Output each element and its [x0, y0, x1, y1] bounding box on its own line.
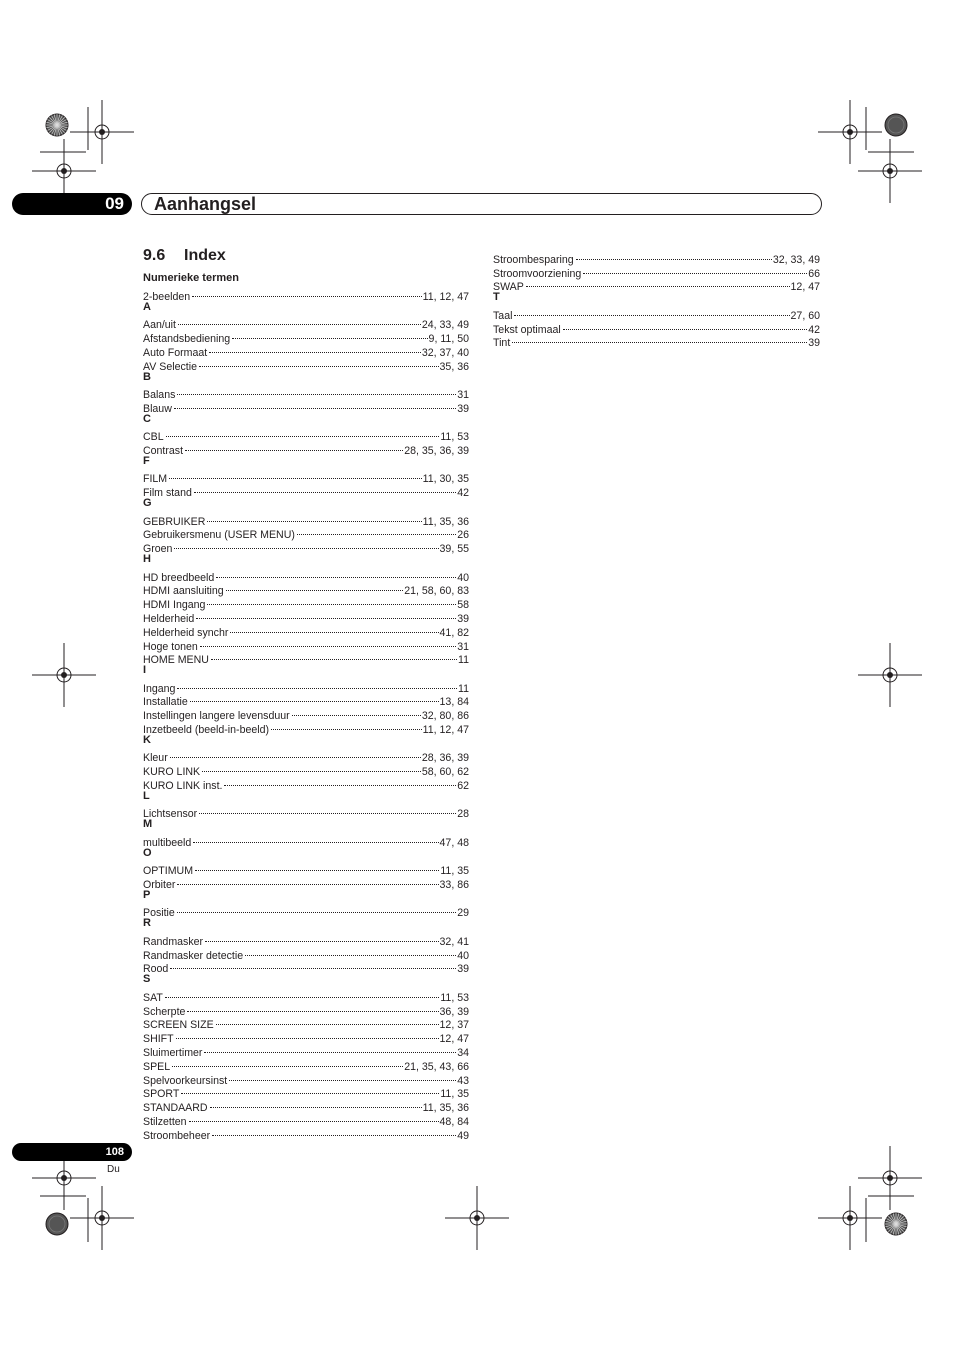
- index-term: HOME MENU: [143, 654, 209, 667]
- index-term: Tint: [493, 337, 511, 350]
- dot-leader: [165, 987, 440, 1001]
- dot-leader: [526, 277, 790, 291]
- dot-leader: [212, 1125, 456, 1139]
- index-entry: [143, 903, 469, 920]
- dot-leader: [230, 622, 438, 636]
- index-entry: [143, 1125, 469, 1142]
- index-page-numbers: 34: [457, 1046, 469, 1059]
- index-entry: [143, 426, 469, 444]
- index-entry: [493, 305, 820, 322]
- index-entry: [143, 692, 469, 709]
- index-term: HDMI aansluiting: [143, 585, 224, 598]
- index-entry: [143, 1111, 469, 1128]
- index-term: HD breedbeeld: [143, 571, 215, 584]
- index-term: Helderheid: [143, 612, 195, 625]
- dot-leader: [207, 511, 421, 525]
- index-page-numbers: 47, 48: [439, 836, 469, 849]
- index-page-numbers: 43: [457, 1074, 469, 1087]
- index-entry: [143, 987, 469, 1004]
- index-entry: [143, 384, 469, 401]
- index-page-numbers: 11, 12, 47: [422, 724, 469, 737]
- index-term: Kleur: [143, 752, 168, 765]
- index-page-numbers: 36, 39: [439, 1005, 469, 1018]
- dot-leader: [297, 525, 456, 539]
- index-entry: [143, 567, 469, 584]
- index-page-numbers: 12, 47: [790, 281, 820, 294]
- index-term: KURO LINK: [143, 766, 201, 779]
- index-column-left: [143, 270, 469, 1142]
- dot-leader: [192, 286, 422, 300]
- section-title: [143, 247, 226, 265]
- dot-leader: [174, 538, 438, 552]
- dot-leader: [176, 1028, 439, 1042]
- index-term: Orbiter: [143, 879, 176, 892]
- dot-leader: [174, 398, 456, 412]
- dot-leader: [205, 931, 438, 945]
- index-entry: [143, 678, 469, 695]
- index-page-numbers: 66: [808, 267, 820, 280]
- index-entry: [143, 1015, 469, 1032]
- dot-leader: [199, 804, 456, 818]
- index-term: SPEL: [143, 1060, 171, 1073]
- index-column-right: [493, 249, 820, 350]
- index-page-numbers: 32, 37, 40: [421, 346, 469, 359]
- index-term: Auto Formaat: [143, 346, 208, 359]
- color-wheel-mark: [46, 114, 68, 136]
- index-entry: [143, 314, 469, 332]
- index-term: Instellingen langere levensduur: [143, 710, 290, 723]
- index-letter-heading: M: [143, 818, 153, 831]
- index-term: Helderheid synchr: [143, 626, 229, 639]
- index-term: Groen: [143, 543, 173, 556]
- index-letter-heading: S: [143, 973, 151, 986]
- index-letter-heading: R: [143, 917, 151, 930]
- index-term: Inzetbeeld (beeld-in-beeld): [143, 724, 270, 737]
- index-term: KURO LINK inst.: [143, 780, 223, 793]
- index-term: Gebruikersmenu (USER MENU): [143, 529, 295, 542]
- dot-leader: [271, 719, 422, 733]
- index-term: Blauw: [143, 402, 172, 415]
- index-letter-heading: K: [143, 734, 151, 747]
- section-number: 9.6: [143, 247, 166, 264]
- dot-leader: [216, 1015, 439, 1029]
- index-letter-heading: B: [143, 370, 151, 383]
- dot-leader: [187, 1001, 438, 1015]
- index-entry: [143, 748, 469, 765]
- index-entry: [143, 1084, 469, 1101]
- section-name: Index: [184, 247, 226, 264]
- index-term: Randmasker: [143, 935, 204, 948]
- index-entry: [493, 277, 820, 294]
- index-term: HDMI Ingang: [143, 599, 206, 612]
- index-term: SAT: [143, 991, 163, 1004]
- index-term: Hoge tonen: [143, 640, 198, 653]
- index-page-numbers: 49: [457, 1129, 469, 1142]
- dot-leader: [245, 945, 456, 959]
- index-page-numbers: 28, 36, 39: [421, 752, 469, 765]
- index-page-numbers: 29: [457, 907, 469, 920]
- index-page-numbers: 11, 35, 36: [422, 515, 469, 528]
- index-entry: [143, 1042, 469, 1059]
- index-page-numbers: 39: [457, 402, 469, 415]
- index-page-numbers: 11, 35: [440, 1088, 469, 1101]
- index-term: 2-beelden: [143, 290, 191, 303]
- registration-mark: [818, 100, 882, 164]
- dot-leader: [177, 678, 457, 692]
- dot-leader: [177, 384, 456, 398]
- dot-leader: [226, 581, 404, 595]
- registration-mark: [70, 100, 134, 164]
- dot-leader: [193, 832, 438, 846]
- index-term: Afstandsbediening: [143, 332, 231, 345]
- dot-leader: [169, 469, 422, 483]
- index-term: Stroomvoorziening: [493, 267, 582, 280]
- index-entry: [143, 860, 469, 878]
- index-page-numbers: 9, 11, 50: [428, 332, 469, 345]
- index-entry: [143, 1028, 469, 1046]
- dot-leader: [229, 1070, 456, 1084]
- index-page-numbers: 42: [457, 487, 469, 500]
- dot-leader: [178, 314, 421, 328]
- index-term: SWAP: [493, 281, 524, 294]
- index-page-numbers: 26: [457, 529, 469, 542]
- dot-leader: [195, 860, 439, 874]
- dot-leader: [216, 567, 456, 581]
- index-term: Film stand: [143, 487, 192, 500]
- index-entry: [493, 319, 820, 336]
- numeric-terms-heading: Numerieke termen: [143, 272, 239, 284]
- index-entry: [143, 482, 469, 500]
- registration-mark: [445, 1186, 509, 1250]
- dot-leader: [292, 705, 421, 719]
- index-entry: [143, 959, 469, 976]
- dot-leader: [190, 692, 439, 706]
- dot-leader: [211, 650, 457, 664]
- index-page-numbers: 32, 41: [439, 935, 469, 948]
- page-number-tab: 108: [12, 1143, 132, 1161]
- index-term: Installatie: [143, 696, 188, 709]
- index-page-numbers: 39, 55: [439, 543, 469, 556]
- language-code: Du: [107, 1164, 120, 1175]
- index-entry: [143, 804, 469, 821]
- index-term: OPTIMUM: [143, 865, 194, 878]
- chapter-number-tab: 09: [12, 193, 132, 215]
- index-entry: [143, 469, 469, 486]
- index-page-numbers: 40: [457, 949, 469, 962]
- index-page-numbers: 13, 84: [439, 696, 469, 709]
- dot-leader: [224, 775, 456, 789]
- index-entry: [143, 705, 469, 723]
- index-page-numbers: 11, 12, 47: [422, 290, 469, 303]
- index-term: AV Selectie: [143, 360, 197, 373]
- index-page-numbers: 21, 58, 60, 83: [404, 585, 469, 598]
- index-letter-heading: L: [143, 790, 150, 803]
- index-term: Randmasker detectie: [143, 949, 244, 962]
- index-page-numbers: 11, 35: [440, 865, 469, 878]
- index-term: Stroombesparing: [493, 253, 574, 266]
- dot-leader: [514, 305, 789, 319]
- index-letter-heading: H: [143, 553, 151, 566]
- index-entry: [143, 328, 469, 345]
- dot-leader: [209, 342, 421, 356]
- index-page-numbers: 11, 53: [440, 991, 469, 1004]
- dot-leader: [177, 874, 438, 888]
- index-entry: [143, 1001, 469, 1018]
- color-wheel-mark: [885, 114, 907, 136]
- dot-leader: [166, 426, 440, 440]
- index-page-numbers: 12, 37: [439, 1019, 469, 1032]
- index-term: Sluimertimer: [143, 1046, 203, 1059]
- index-page-numbers: 24, 33, 49: [421, 319, 469, 332]
- index-term: Positie: [143, 907, 175, 920]
- index-entry: [143, 286, 469, 303]
- index-entry: [143, 538, 469, 556]
- dot-leader: [185, 440, 403, 454]
- index-entry: [143, 874, 469, 892]
- dot-leader: [202, 761, 421, 775]
- registration-mark: [858, 1146, 922, 1210]
- dot-leader: [181, 1084, 439, 1098]
- index-page-numbers: 11: [458, 654, 469, 667]
- index-page-numbers: 11, 35, 36: [422, 1102, 469, 1115]
- dot-leader: [232, 328, 427, 342]
- index-letter-heading: A: [143, 300, 151, 313]
- index-term: Ingang: [143, 682, 176, 695]
- dot-leader: [172, 1056, 403, 1070]
- index-letter-heading: I: [143, 664, 147, 677]
- index-page-numbers: 11, 53: [440, 431, 469, 444]
- index-page-numbers: 39: [457, 963, 469, 976]
- index-term: Taal: [493, 309, 513, 322]
- index-term: Balans: [143, 388, 176, 401]
- index-entry: [143, 440, 469, 457]
- index-page-numbers: 58: [457, 599, 469, 612]
- index-letter-heading: T: [493, 291, 500, 304]
- index-term: Tekst optimaal: [493, 323, 561, 336]
- dot-leader: [583, 263, 807, 277]
- index-term: FILM: [143, 473, 168, 486]
- dot-leader: [200, 636, 456, 650]
- index-page-numbers: 42: [808, 323, 820, 336]
- dot-leader: [194, 482, 456, 496]
- index-page-numbers: 33, 86: [439, 879, 469, 892]
- index-letter-heading: P: [143, 889, 151, 902]
- index-term: Contrast: [143, 444, 184, 457]
- index-page-numbers: 39: [808, 337, 820, 350]
- index-term: GEBRUIKER: [143, 515, 206, 528]
- index-letter-heading: O: [143, 846, 152, 859]
- dot-leader: [210, 1097, 422, 1111]
- index-page-numbers: 11: [458, 682, 469, 695]
- index-page-numbers: 31: [457, 640, 469, 653]
- index-term: Stroombeheer: [143, 1129, 211, 1142]
- index-page-numbers: 28, 35, 36, 39: [404, 444, 469, 457]
- index-term: SPORT: [143, 1088, 180, 1101]
- index-term: multibeeld: [143, 836, 192, 849]
- color-wheel-mark: [46, 1213, 68, 1235]
- dot-leader: [563, 319, 807, 333]
- index-page-numbers: 40: [457, 571, 469, 584]
- index-letter-heading: C: [143, 412, 151, 425]
- index-entry: [143, 1097, 469, 1115]
- index-term: Spelvoorkeursinst: [143, 1074, 228, 1087]
- dot-leader: [199, 356, 439, 370]
- dot-leader: [196, 608, 456, 622]
- dot-leader: [512, 333, 807, 347]
- index-page-numbers: 32, 80, 86: [421, 710, 469, 723]
- index-entry: [143, 1070, 469, 1087]
- index-page-numbers: 48, 84: [439, 1115, 469, 1128]
- color-wheel-mark: [885, 1213, 907, 1235]
- index-letter-heading: G: [143, 497, 152, 510]
- index-term: CBL: [143, 431, 164, 444]
- index-page-numbers: 21, 35, 43, 66: [404, 1060, 469, 1073]
- dot-leader: [207, 594, 456, 608]
- index-term: SHIFT: [143, 1033, 174, 1046]
- registration-mark: [858, 139, 922, 203]
- index-entry: [143, 511, 469, 528]
- index-page-numbers: 32, 33, 49: [772, 253, 820, 266]
- index-term: Rood: [143, 963, 169, 976]
- index-term: Lichtsensor: [143, 808, 198, 821]
- index-page-numbers: 27, 60: [790, 309, 820, 322]
- index-page-numbers: 35, 36: [439, 360, 469, 373]
- dot-leader: [189, 1111, 439, 1125]
- index-page-numbers: 28: [457, 808, 469, 821]
- index-term: Aan/uit: [143, 319, 176, 332]
- index-entry: [143, 761, 469, 779]
- index-page-numbers: 11, 30, 35: [422, 473, 469, 486]
- index-entry: [143, 931, 469, 948]
- index-letter-heading: F: [143, 454, 150, 467]
- registration-mark: [32, 643, 96, 707]
- registration-mark: [858, 643, 922, 707]
- index-term: Stilzetten: [143, 1115, 187, 1128]
- dot-leader: [204, 1042, 456, 1056]
- chapter-title: Aanhangsel: [154, 194, 257, 214]
- index-term: Scherpte: [143, 1005, 186, 1018]
- chapter-header-bar: [141, 193, 822, 215]
- index-page-numbers: 31: [457, 388, 469, 401]
- dot-leader: [170, 748, 421, 762]
- index-entry: [143, 398, 469, 415]
- index-page-numbers: 62: [457, 780, 469, 793]
- dot-leader: [170, 959, 456, 973]
- index-term: SCREEN SIZE: [143, 1019, 214, 1032]
- index-page-numbers: 41, 82: [439, 626, 469, 639]
- index-entry: [143, 1056, 469, 1073]
- index-entry: [143, 832, 469, 849]
- dot-leader: [177, 903, 456, 917]
- index-page-numbers: 58, 60, 62: [421, 766, 469, 779]
- index-entry: [493, 333, 820, 350]
- dot-leader: [576, 249, 772, 263]
- index-page-numbers: 39: [457, 612, 469, 625]
- index-term: STANDAARD: [143, 1102, 208, 1115]
- index-entry: [493, 249, 820, 266]
- index-page-numbers: 12, 47: [439, 1033, 469, 1046]
